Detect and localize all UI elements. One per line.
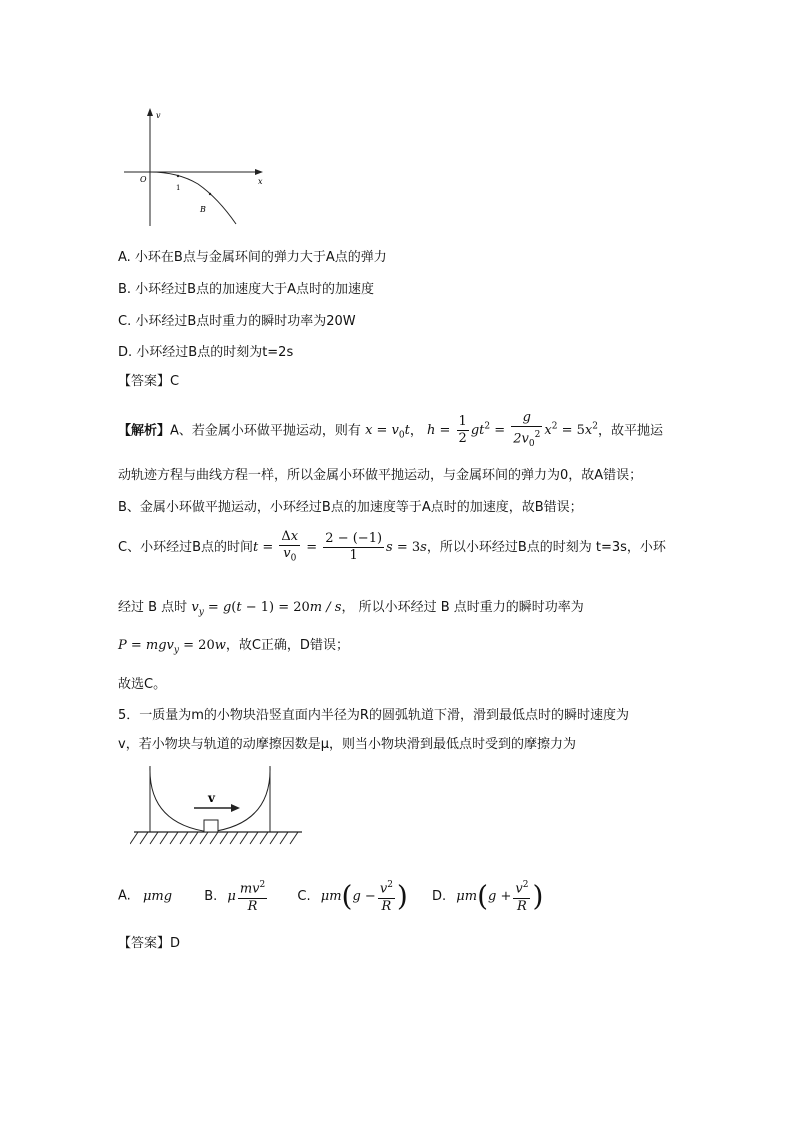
formula-vy: $v_y = g(t - 1) = 20m / s$: [191, 600, 342, 618]
q4-answer: 【答案】C: [118, 374, 180, 389]
analysis-p1b: ，故平抛运: [597, 423, 663, 439]
x-axis-label: x: [258, 177, 263, 186]
q5-options: [118, 876, 543, 917]
conclusion: 故选C。: [118, 677, 167, 692]
tick-label-1: 1: [176, 184, 181, 192]
q5-option-d-formula: μm(g + $\frac{v^2}{R}$ ): [456, 879, 544, 914]
q5-option-a-label: A.: [118, 888, 131, 904]
q5-stem-line-2: v，若小物块与轨道的动摩擦因数是μ，则当小物块滑到最低点时受到的摩擦力为: [118, 737, 576, 752]
q5-option-b-formula: μ $\frac{mv^2}{R}$: [227, 889, 269, 904]
analysis-p4b: ，所以小环经过B点的时刻为 t=3s，小环: [426, 540, 666, 555]
analysis-p5b: ， 所以小环经过 B 点时重力的瞬时功率为: [341, 600, 584, 615]
q5-option-d-label: D.: [432, 888, 447, 904]
analysis-p4a: C、小环经过B点的时间: [118, 540, 253, 555]
point-a-dot: [177, 175, 179, 177]
q5-answer: 【答案】D: [118, 936, 181, 951]
analysis-line-6: [118, 634, 349, 663]
analysis-line-1: 【解析】A、若金属小环做平抛运动，则有 $x = v_0t$， h = $\frac{1}{2}$ $gt^2$ = $\frac{g}{2v_0^2}$ $x^2 = 5x^2$，故平抛运: [118, 410, 663, 449]
small-block: [204, 820, 218, 832]
point-b-label: B: [200, 205, 206, 214]
q4-option-a: A. 小环在B点与金属环间的弹力大于A点的弹力: [118, 250, 387, 265]
q5-option-a-formula: μmg: [142, 888, 173, 904]
x-axis-arrow: [255, 169, 263, 175]
velocity-arrow-head: [231, 804, 240, 812]
q5-stem-line-1: 5．一质量为m的小物块沿竖直面内半径为R的圆弧轨道下滑，滑到最低点时的瞬时速度为: [118, 708, 629, 723]
q4-option-c: C. 小环经过B点时重力的瞬时功率为20W: [118, 314, 356, 329]
parabola-graph: [118, 106, 268, 231]
analysis-line-2: 动轨迹方程与曲线方程一样，所以金属小环做平抛运动，与金属环间的弹力为0，故A错误；: [118, 468, 643, 483]
parabola-curve: [150, 172, 236, 224]
analysis-line-5: [118, 596, 584, 625]
q4-option-b: B. 小环经过B点的加速度大于A点时的加速度: [118, 282, 374, 297]
q4-option-d: D. 小环经过B点的时刻为t=2s: [118, 345, 294, 360]
y-axis-arrow: [147, 108, 153, 116]
q5-option-b-label: B.: [204, 888, 218, 904]
q5-option-c-formula: μm(g − $\frac{v^2}{R}$ ): [320, 879, 408, 914]
origin-label: O: [140, 175, 147, 184]
formula-h: h = $\frac{1}{2}$ $gt^2$ = $\frac{g}{2v_0^2}$ $x^2 = 5x^2$: [427, 410, 598, 449]
analysis-label: 【解析】: [118, 423, 171, 439]
ground-hatching: [130, 832, 298, 844]
circular-track-figure: [130, 764, 310, 854]
analysis-p6b: ，故C正确，D错误；: [225, 638, 349, 653]
analysis-line-4: [118, 528, 666, 568]
formula-time: t = $\frac{\Delta x}{v_0}$ = $\frac{2 - (-1)}{1}$ s = 3s: [253, 528, 427, 564]
point-b-dot: [209, 193, 211, 195]
y-axis-label: v: [156, 111, 161, 120]
analysis-p1a: A、若金属小环做平抛运动，则有: [170, 423, 361, 439]
formula-x-v0t: $x = v_0t$: [365, 423, 410, 442]
q5-option-c-label: C.: [297, 888, 311, 904]
analysis-p5a: 经过 B 点时: [118, 600, 188, 615]
formula-power: P = mgv$_y$ = 20w: [118, 638, 226, 656]
analysis-line-3: B、金属小环做平抛运动，小环经过B点的加速度等于A点时的加速度，故B错误；: [118, 500, 583, 515]
velocity-label: v: [208, 791, 215, 805]
